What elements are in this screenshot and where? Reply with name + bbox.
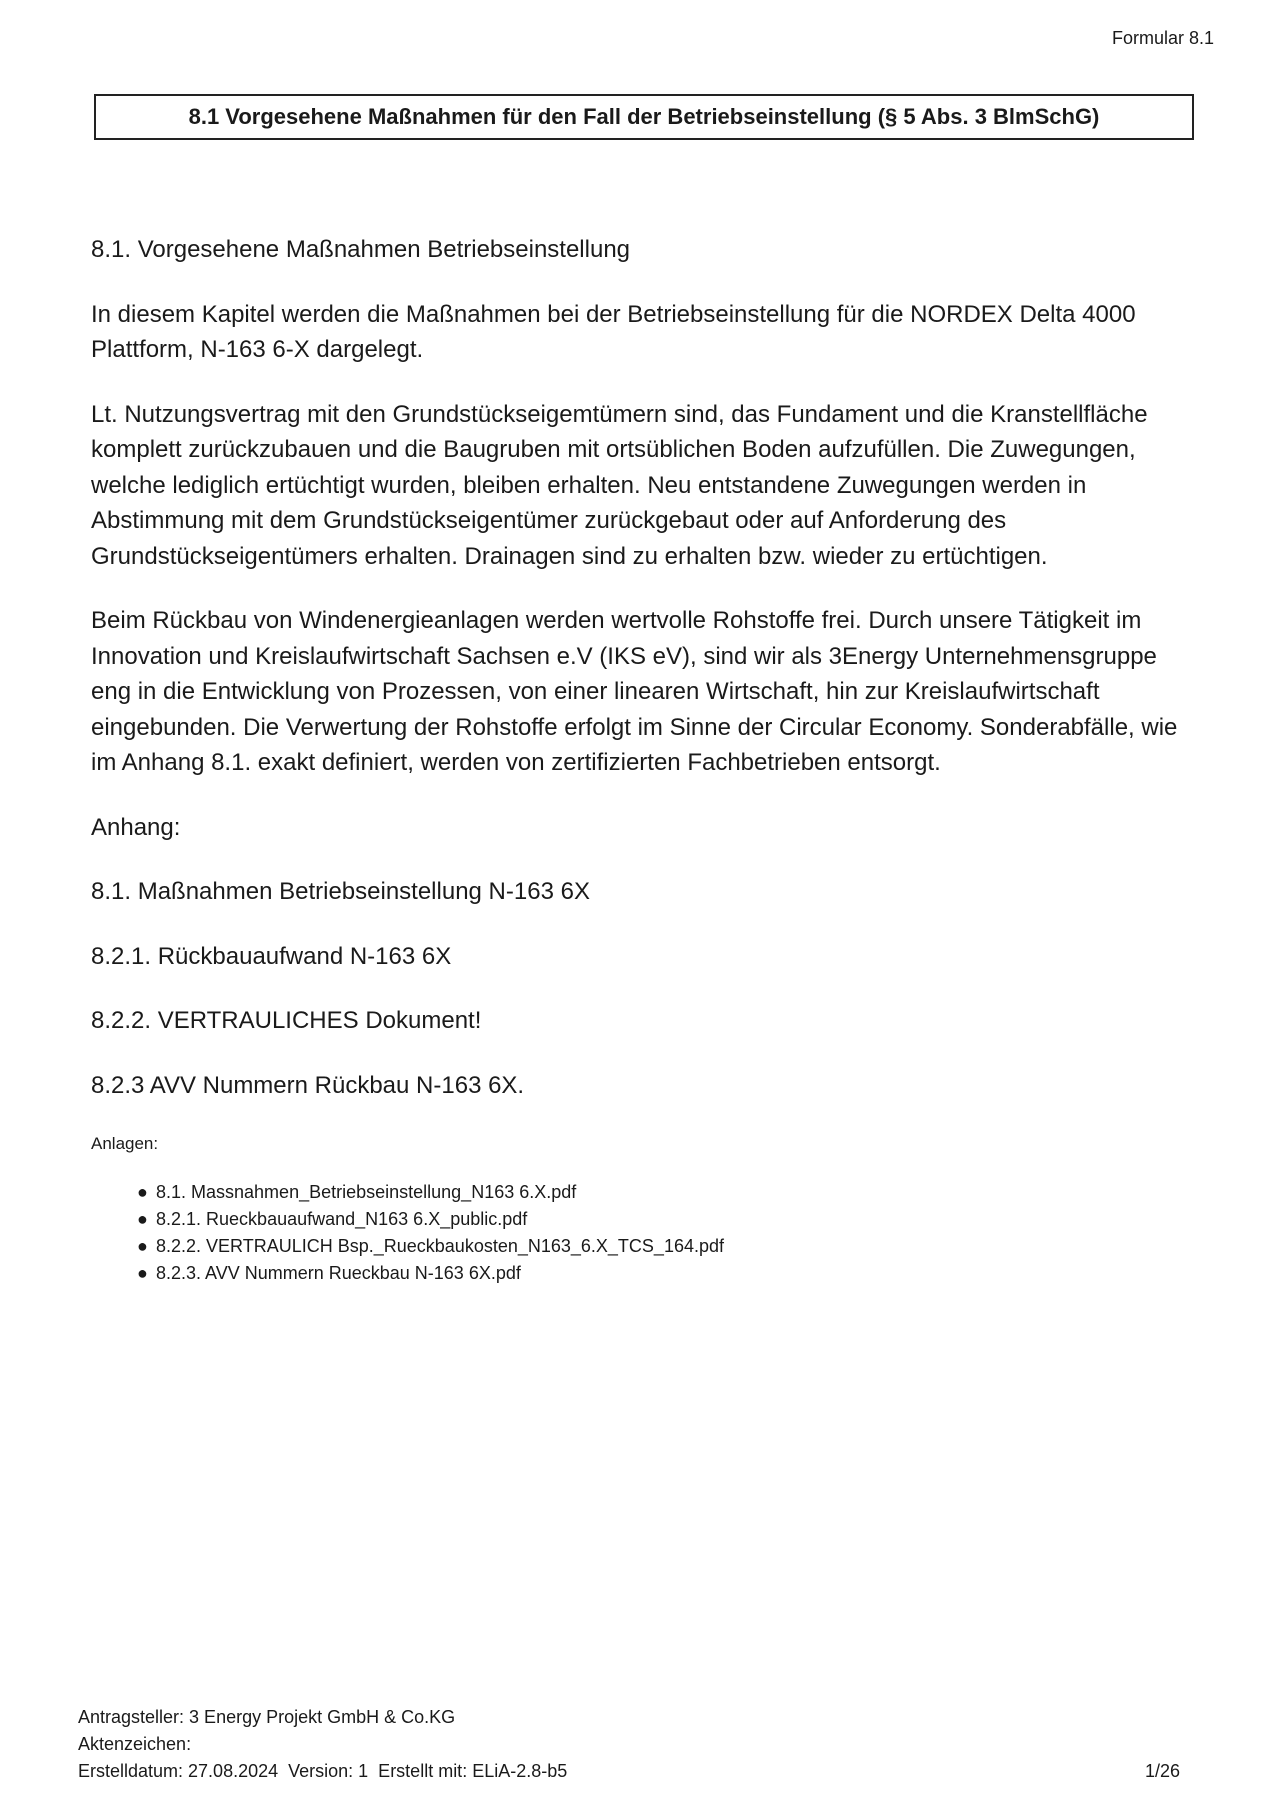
- paragraph-recycling: Beim Rückbau von Windenergieanlagen werden wertvolle Rohstoffe frei. Durch unsere Tätigkeit im Innovation und Kreislaufwirtschaft Sachsen e.V (IKS eV), sind wir als 3Energy Unternehmensgruppe eng in die Entwicklung von Prozessen, von einer linearen Wirtschaft, hin zur Kreislaufwirtschaft eingebunden. Die Verwertung der Rohstoffe erfolgt im Sinne der Circular Economy. Sonderabfälle, wie im Anhang 8.1. exakt definiert, werden von zertifizierten Fachbetrieben entsorgt.: [91, 607, 1178, 776]
- page-footer: [78, 1704, 1178, 1785]
- footer-created: Erstelldatum: 27.08.2024 Version: 1 Erstellt mit: ELiA-2.8-b5: [78, 1761, 568, 1781]
- attachment-item[interactable]: [137, 1260, 1201, 1287]
- page-title-text: 8.1 Vorgesehene Maßnahmen für den Fall der Betriebseinstellung (§ 5 Abs. 3 BlmSchG): [188, 104, 1100, 129]
- attachment-list: [91, 1179, 1201, 1287]
- form-number-label: Formular 8.1: [1111, 28, 1214, 48]
- attachment-filename[interactable]: 8.2.1. Rueckbauaufwand_N163 6.X_public.pdf: [156, 1209, 528, 1229]
- attachment-filename[interactable]: 8.1. Massnahmen_Betriebseinstellung_N163 6.X.pdf: [156, 1182, 577, 1202]
- anhang-item: 8.1. Maßnahmen Betriebseinstellung N-163 6X: [91, 878, 590, 905]
- bullet-icon: ●: [137, 1209, 148, 1229]
- footer-reference: Aktenzeichen:: [78, 1734, 192, 1754]
- anhang-item: 8.2.3 AVV Nummern Rückbau N-163 6X.: [91, 1071, 525, 1099]
- attachment-item[interactable]: [137, 1179, 1201, 1206]
- anhang-item: 8.2.1. Rückbauaufwand N-163 6X: [91, 942, 452, 970]
- bullet-icon: ●: [137, 1182, 148, 1202]
- footer-created-row: [78, 1758, 1178, 1785]
- page-title: [94, 94, 1194, 140]
- attachment-item[interactable]: [137, 1206, 1201, 1233]
- attachment-filename[interactable]: 8.2.3. AVV Nummern Rueckbau N-163 6X.pdf: [156, 1263, 521, 1283]
- bullet-icon: ●: [137, 1236, 148, 1256]
- bullet-icon: ●: [137, 1263, 148, 1283]
- section-heading: 8.1. Vorgesehene Maßnahmen Betriebseinstellung: [91, 236, 631, 263]
- attachment-filename[interactable]: 8.2.2. VERTRAULICH Bsp._Rueckbaukosten_N163_6.X_TCS_164.pdf: [156, 1236, 724, 1256]
- footer-applicant: Antragsteller: 3 Energy Projekt GmbH & Co.KG: [78, 1707, 456, 1727]
- paragraph-contract: Lt. Nutzungsvertrag mit den Grundstückseigemtümern sind, das Fundament und die Kranstellfläche komplett zurückzubauen und die Baugruben mit ortsüblichen Boden aufzufüllen. Die Zuwegungen, welche lediglich ertüchtigt wurden, bleiben erhalten. Neu entstandene Zuwegungen werden in Abstimmung mit dem Grundstückseigentümer zurückgebaut oder auf Anforderung des Grundstückseigentümers erhalten. Drainagen sind zu erhalten bzw. wieder zu ertüchtigen.: [91, 400, 1148, 570]
- paragraph-intro: In diesem Kapitel werden die Maßnahmen bei der Betriebseinstellung für die NORDEX Delta 4000 Plattform, N-163 6-X dargelegt.: [91, 300, 1136, 363]
- page-number: 1/26: [1144, 1761, 1180, 1781]
- anlagen-label: Anlagen:: [91, 1134, 159, 1153]
- attachment-item[interactable]: [137, 1233, 1201, 1260]
- document-body: [91, 232, 1201, 1287]
- anhang-label: Anhang:: [91, 813, 181, 841]
- anhang-item: 8.2.2. VERTRAULICHES Dokument!: [91, 1007, 482, 1034]
